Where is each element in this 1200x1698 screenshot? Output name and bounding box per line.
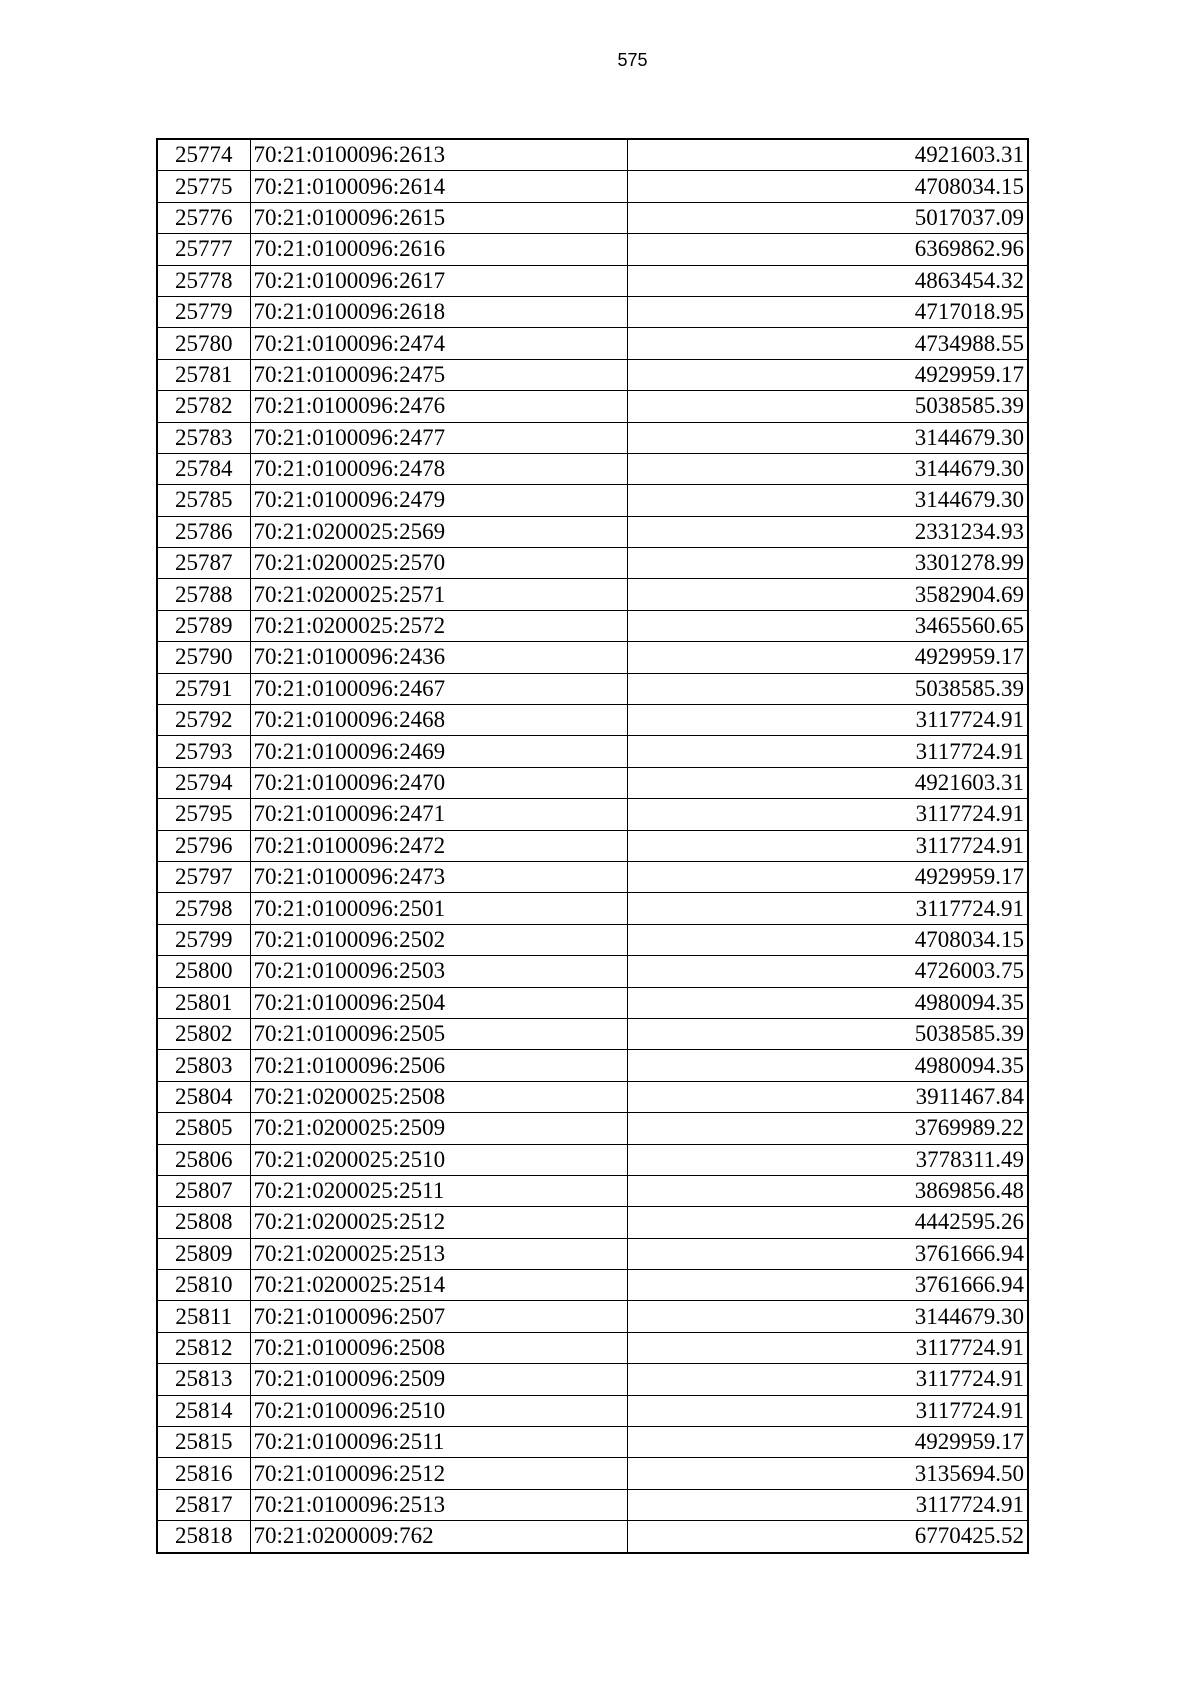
cadastral-number-cell: 70:21:0100096:2618 xyxy=(250,296,627,327)
table-row xyxy=(157,1395,1028,1426)
cadastral-number-cell: 70:21:0100096:2513 xyxy=(250,1489,627,1520)
row-number-cell: 25810 xyxy=(157,1270,250,1301)
value-cell: 3117724.91 xyxy=(627,1489,1028,1520)
value-cell: 6770425.52 xyxy=(627,1521,1028,1553)
value-cell: 3117724.91 xyxy=(627,1332,1028,1363)
data-table-container xyxy=(156,138,1029,1554)
value-cell: 4980094.35 xyxy=(627,987,1028,1018)
table-row xyxy=(157,1458,1028,1489)
cadastral-number-cell: 70:21:0100096:2507 xyxy=(250,1301,627,1332)
cadastral-number-cell: 70:21:0100096:2512 xyxy=(250,1458,627,1489)
row-number-cell: 25785 xyxy=(157,485,250,516)
table-row xyxy=(157,1238,1028,1269)
row-number-cell: 25801 xyxy=(157,987,250,1018)
cadastral-number-cell: 70:21:0100096:2474 xyxy=(250,328,627,359)
cadastral-number-cell: 70:21:0100096:2616 xyxy=(250,234,627,265)
row-number-cell: 25778 xyxy=(157,265,250,296)
cadastral-number-cell: 70:21:0200025:2510 xyxy=(250,1144,627,1175)
value-cell: 3301278.99 xyxy=(627,548,1028,579)
row-number-cell: 25809 xyxy=(157,1238,250,1269)
row-number-cell: 25792 xyxy=(157,705,250,736)
cadastral-number-cell: 70:21:0100096:2473 xyxy=(250,861,627,892)
cadastral-number-cell: 70:21:0100096:2436 xyxy=(250,642,627,673)
row-number-cell: 25780 xyxy=(157,328,250,359)
value-cell: 4734988.55 xyxy=(627,328,1028,359)
row-number-cell: 25803 xyxy=(157,1050,250,1081)
value-cell: 2331234.93 xyxy=(627,516,1028,547)
row-number-cell: 25777 xyxy=(157,234,250,265)
cadastral-number-cell: 70:21:0200025:2508 xyxy=(250,1081,627,1112)
value-cell: 4708034.15 xyxy=(627,924,1028,955)
value-cell: 6369862.96 xyxy=(627,234,1028,265)
value-cell: 4929959.17 xyxy=(627,1427,1028,1458)
table-row xyxy=(157,139,1028,171)
row-number-cell: 25782 xyxy=(157,391,250,422)
cadastral-number-cell: 70:21:0200025:2513 xyxy=(250,1238,627,1269)
row-number-cell: 25817 xyxy=(157,1489,250,1520)
table-row xyxy=(157,861,1028,892)
table-row xyxy=(157,799,1028,830)
cadastral-number-cell: 70:21:0100096:2503 xyxy=(250,956,627,987)
table-row xyxy=(157,171,1028,202)
row-number-cell: 25796 xyxy=(157,830,250,861)
value-cell: 3117724.91 xyxy=(627,1364,1028,1395)
table-row xyxy=(157,673,1028,704)
table-row xyxy=(157,1427,1028,1458)
cadastral-number-cell: 70:21:0100096:2475 xyxy=(250,359,627,390)
cadastral-number-cell: 70:21:0200025:2509 xyxy=(250,1113,627,1144)
value-cell: 3582904.69 xyxy=(627,579,1028,610)
value-cell: 3769989.22 xyxy=(627,1113,1028,1144)
value-cell: 3144679.30 xyxy=(627,422,1028,453)
table-row xyxy=(157,1018,1028,1049)
value-cell: 4929959.17 xyxy=(627,642,1028,673)
row-number-cell: 25779 xyxy=(157,296,250,327)
table-row xyxy=(157,924,1028,955)
cadastral-number-cell: 70:21:0100096:2469 xyxy=(250,736,627,767)
cadastral-number-cell: 70:21:0200009:762 xyxy=(250,1521,627,1553)
value-cell: 3761666.94 xyxy=(627,1270,1028,1301)
table-row xyxy=(157,705,1028,736)
value-cell: 5038585.39 xyxy=(627,391,1028,422)
cadastral-number-cell: 70:21:0100096:2467 xyxy=(250,673,627,704)
table-row xyxy=(157,1081,1028,1112)
cadastral-number-cell: 70:21:0100096:2511 xyxy=(250,1427,627,1458)
table-row xyxy=(157,1175,1028,1206)
row-number-cell: 25784 xyxy=(157,453,250,484)
cadastral-number-cell: 70:21:0100096:2501 xyxy=(250,893,627,924)
table-row xyxy=(157,485,1028,516)
row-number-cell: 25815 xyxy=(157,1427,250,1458)
table-row xyxy=(157,1050,1028,1081)
table-row xyxy=(157,359,1028,390)
row-number-cell: 25786 xyxy=(157,516,250,547)
value-cell: 4442595.26 xyxy=(627,1207,1028,1238)
value-cell: 3117724.91 xyxy=(627,736,1028,767)
row-number-cell: 25781 xyxy=(157,359,250,390)
row-number-cell: 25807 xyxy=(157,1175,250,1206)
row-number-cell: 25814 xyxy=(157,1395,250,1426)
row-number-cell: 25804 xyxy=(157,1081,250,1112)
cadastral-number-cell: 70:21:0100096:2479 xyxy=(250,485,627,516)
table-row xyxy=(157,1364,1028,1395)
row-number-cell: 25794 xyxy=(157,767,250,798)
cadastral-number-cell: 70:21:0200025:2571 xyxy=(250,579,627,610)
cadastral-number-cell: 70:21:0100096:2502 xyxy=(250,924,627,955)
row-number-cell: 25775 xyxy=(157,171,250,202)
cadastral-number-cell: 70:21:0100096:2615 xyxy=(250,202,627,233)
cadastral-number-cell: 70:21:0100096:2478 xyxy=(250,453,627,484)
table-row xyxy=(157,422,1028,453)
cadastral-number-cell: 70:21:0100096:2617 xyxy=(250,265,627,296)
value-cell: 3911467.84 xyxy=(627,1081,1028,1112)
cadastral-number-cell: 70:21:0100096:2468 xyxy=(250,705,627,736)
value-cell: 4717018.95 xyxy=(627,296,1028,327)
table-row xyxy=(157,1144,1028,1175)
value-cell: 3144679.30 xyxy=(627,453,1028,484)
cadastral-number-cell: 70:21:0200025:2572 xyxy=(250,610,627,641)
value-cell: 3761666.94 xyxy=(627,1238,1028,1269)
cadastral-number-cell: 70:21:0100096:2470 xyxy=(250,767,627,798)
cadastral-number-cell: 70:21:0100096:2476 xyxy=(250,391,627,422)
value-cell: 3117724.91 xyxy=(627,830,1028,861)
table-row xyxy=(157,1301,1028,1332)
table-row xyxy=(157,1521,1028,1553)
row-number-cell: 25783 xyxy=(157,422,250,453)
cadastral-number-cell: 70:21:0100096:2510 xyxy=(250,1395,627,1426)
cadastral-number-cell: 70:21:0100096:2504 xyxy=(250,987,627,1018)
row-number-cell: 25774 xyxy=(157,139,250,171)
row-number-cell: 25787 xyxy=(157,548,250,579)
cadastral-number-cell: 70:21:0200025:2570 xyxy=(250,548,627,579)
table-row xyxy=(157,736,1028,767)
table-body xyxy=(157,139,1028,1553)
value-cell: 4929959.17 xyxy=(627,359,1028,390)
cadastral-number-cell: 70:21:0100096:2505 xyxy=(250,1018,627,1049)
row-number-cell: 25805 xyxy=(157,1113,250,1144)
value-cell: 5038585.39 xyxy=(627,1018,1028,1049)
value-cell: 4980094.35 xyxy=(627,1050,1028,1081)
value-cell: 3117724.91 xyxy=(627,893,1028,924)
row-number-cell: 25789 xyxy=(157,610,250,641)
cadastral-number-cell: 70:21:0100096:2509 xyxy=(250,1364,627,1395)
cadastral-number-cell: 70:21:0100096:2471 xyxy=(250,799,627,830)
cadastral-number-cell: 70:21:0100096:2613 xyxy=(250,139,627,171)
value-cell: 3117724.91 xyxy=(627,1395,1028,1426)
value-cell: 5017037.09 xyxy=(627,202,1028,233)
value-cell: 4921603.31 xyxy=(627,767,1028,798)
row-number-cell: 25798 xyxy=(157,893,250,924)
value-cell: 3869856.48 xyxy=(627,1175,1028,1206)
table-row xyxy=(157,391,1028,422)
table-row xyxy=(157,234,1028,265)
value-cell: 3465560.65 xyxy=(627,610,1028,641)
row-number-cell: 25790 xyxy=(157,642,250,673)
cadastral-number-cell: 70:21:0200025:2514 xyxy=(250,1270,627,1301)
value-cell: 4929959.17 xyxy=(627,861,1028,892)
table-row xyxy=(157,1207,1028,1238)
table-row xyxy=(157,642,1028,673)
row-number-cell: 25813 xyxy=(157,1364,250,1395)
value-cell: 3144679.30 xyxy=(627,485,1028,516)
table-row xyxy=(157,1489,1028,1520)
cadastral-number-cell: 70:21:0200025:2512 xyxy=(250,1207,627,1238)
table-row xyxy=(157,1113,1028,1144)
value-cell: 3135694.50 xyxy=(627,1458,1028,1489)
value-cell: 3144679.30 xyxy=(627,1301,1028,1332)
row-number-cell: 25802 xyxy=(157,1018,250,1049)
row-number-cell: 25793 xyxy=(157,736,250,767)
row-number-cell: 25806 xyxy=(157,1144,250,1175)
value-cell: 4863454.32 xyxy=(627,265,1028,296)
value-cell: 4708034.15 xyxy=(627,171,1028,202)
table-row xyxy=(157,767,1028,798)
table-row xyxy=(157,296,1028,327)
row-number-cell: 25788 xyxy=(157,579,250,610)
value-cell: 4921603.31 xyxy=(627,139,1028,171)
value-cell: 5038585.39 xyxy=(627,673,1028,704)
row-number-cell: 25795 xyxy=(157,799,250,830)
data-table xyxy=(156,138,1029,1554)
row-number-cell: 25812 xyxy=(157,1332,250,1363)
cadastral-number-cell: 70:21:0200025:2569 xyxy=(250,516,627,547)
cadastral-number-cell: 70:21:0100096:2472 xyxy=(250,830,627,861)
table-row xyxy=(157,1332,1028,1363)
cadastral-number-cell: 70:21:0100096:2508 xyxy=(250,1332,627,1363)
row-number-cell: 25811 xyxy=(157,1301,250,1332)
row-number-cell: 25816 xyxy=(157,1458,250,1489)
row-number-cell: 25818 xyxy=(157,1521,250,1553)
table-row xyxy=(157,893,1028,924)
value-cell: 3117724.91 xyxy=(627,705,1028,736)
row-number-cell: 25808 xyxy=(157,1207,250,1238)
row-number-cell: 25799 xyxy=(157,924,250,955)
value-cell: 3778311.49 xyxy=(627,1144,1028,1175)
table-row xyxy=(157,516,1028,547)
table-row xyxy=(157,453,1028,484)
table-row xyxy=(157,610,1028,641)
table-row xyxy=(157,548,1028,579)
cadastral-number-cell: 70:21:0100096:2477 xyxy=(250,422,627,453)
cadastral-number-cell: 70:21:0200025:2511 xyxy=(250,1175,627,1206)
table-row xyxy=(157,265,1028,296)
value-cell: 4726003.75 xyxy=(627,956,1028,987)
row-number-cell: 25797 xyxy=(157,861,250,892)
value-cell: 3117724.91 xyxy=(627,799,1028,830)
row-number-cell: 25791 xyxy=(157,673,250,704)
row-number-cell: 25800 xyxy=(157,956,250,987)
table-row xyxy=(157,328,1028,359)
table-row xyxy=(157,579,1028,610)
table-row xyxy=(157,1270,1028,1301)
cadastral-number-cell: 70:21:0100096:2506 xyxy=(250,1050,627,1081)
table-row xyxy=(157,202,1028,233)
table-row xyxy=(157,830,1028,861)
row-number-cell: 25776 xyxy=(157,202,250,233)
cadastral-number-cell: 70:21:0100096:2614 xyxy=(250,171,627,202)
table-row xyxy=(157,987,1028,1018)
table-row xyxy=(157,956,1028,987)
page-number: 575 xyxy=(617,50,648,70)
